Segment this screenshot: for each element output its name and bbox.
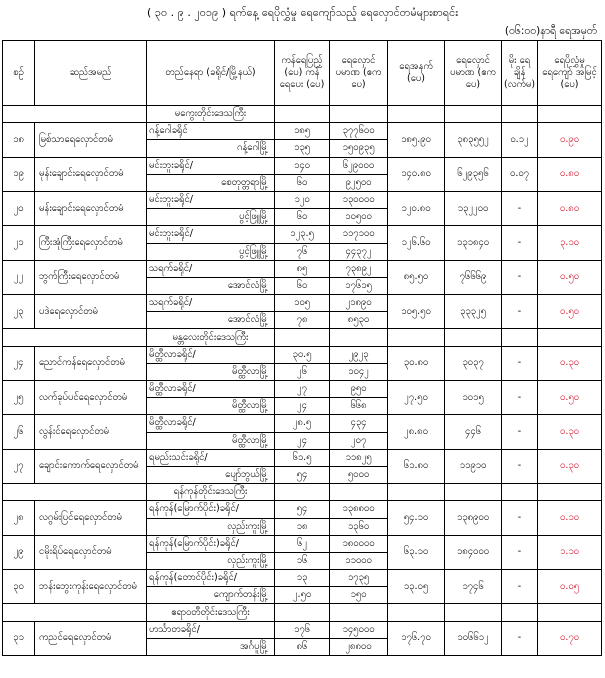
dam-no: ၂၁ [3, 226, 35, 260]
full-level: ၁၂၀ [275, 191, 330, 208]
dam-name: ချောင်းကောက်ရေလှောင်တမံ [35, 449, 147, 483]
dam-no: ၂၅ [3, 381, 35, 415]
supply-level: ၅၄ [275, 466, 330, 483]
dam-district: ရန်ကုန်(တောင်ပိုင်း)ခရိုင်/ [147, 570, 275, 587]
storage-capacity: ၁၈၀၀၀၀ [330, 535, 388, 552]
dam-district: ရန်ကုန်(မြောက်ပိုင်း)ခရိုင်/ [147, 535, 275, 552]
water-level: ၁၀၅.၅၀ [388, 295, 445, 329]
region-label: မကွေးတိုင်းဒေသကြီး [147, 106, 275, 123]
current-storage: ၁၃၈၉၀၀ [445, 501, 502, 535]
dam-name: လက်ခုပ်ပင်ရေလှောင်တမံ [35, 381, 147, 415]
current-storage: ၁၃၂၂၀၀ [445, 191, 502, 225]
dam-township: အောင်လံမြို့ [147, 277, 275, 294]
empty-cell [538, 484, 602, 501]
supply-level: ၂၄ [275, 432, 330, 449]
current-storage: ၁၁၉၁၀ [445, 449, 502, 483]
supply-level: ၁၆ [275, 552, 330, 569]
dam-township: မိတ္ထီလာမြို့ [147, 432, 275, 449]
water-level: ၂၇.၅၀ [388, 381, 445, 415]
dam-district: ဂန့်ဂေါခရိုင် [147, 123, 275, 140]
dam-district: မိတ္ထီလာခရိုင်/ [147, 415, 275, 432]
rainfall: - [502, 260, 538, 294]
dam-name: လွန်းင်ရေလှောင်တမံ [35, 415, 147, 449]
dam-no: ၃၀ [3, 570, 35, 604]
empty-cell [388, 484, 445, 501]
region-label: ဧရာဝတီတိုင်းဒေသကြီး [147, 604, 275, 621]
overflow-height: ၃.၁၀ [538, 226, 602, 260]
empty-cell [3, 329, 147, 346]
dam-name: ကညင်ရေလှောင်တမံ [35, 621, 147, 655]
table-header-row [3, 41, 602, 106]
table-row [3, 621, 602, 638]
dam-district: ရမည်းသင်းခရိုင်/ [147, 449, 275, 466]
supply-storage: ၄၄၃၇၂ [330, 243, 388, 260]
dam-township: စေတုတ္တရာမြို့ [147, 174, 275, 191]
full-level: ၂၇ [275, 381, 330, 398]
supply-storage: ၁၀၅၀၀ [330, 209, 388, 226]
full-level: ၁၀၅ [275, 295, 330, 312]
dam-no: ၂၉ [3, 535, 35, 569]
overflow-height: ၀.၅၀ [538, 381, 602, 415]
dam-no: ၁၉ [3, 157, 35, 191]
col-header-full-cap: ကန်ရေပြည့် (ပေ) ကန်ရေပေး (ပေ) [275, 41, 330, 106]
water-level: ၂၈.၈၀ [388, 415, 445, 449]
current-storage: ၁၇၄၆ [445, 570, 502, 604]
rainfall: ၀.၀၇ [502, 157, 538, 191]
table-row [3, 191, 602, 208]
empty-cell [538, 329, 602, 346]
table-row [3, 346, 602, 363]
full-level: ၅၄ [275, 501, 330, 518]
empty-cell [3, 604, 147, 621]
dam-district: မင်းဘူးခရိုင်/ [147, 157, 275, 174]
table-row [3, 157, 602, 174]
full-level: ၆၁.၅ [275, 449, 330, 466]
overflow-height: ၀.၃၀ [538, 415, 602, 449]
table-row [3, 226, 602, 243]
supply-storage: ၁၃၆၀ [330, 518, 388, 535]
table-row [3, 501, 602, 518]
water-level: ၁၃.၀၅ [388, 570, 445, 604]
empty-cell [275, 484, 330, 501]
empty-cell [330, 329, 388, 346]
supply-level: ၈၆ [275, 638, 330, 655]
current-storage: ၃၀၃၇ [445, 346, 502, 380]
dam-name: ဘွက်ကြီးရေလှောင်တမံ [35, 260, 147, 294]
empty-cell [275, 106, 330, 123]
empty-cell [275, 604, 330, 621]
current-storage: ၁၃၁၈၄၀ [445, 226, 502, 260]
supply-storage: ၉၂၅၀၀ [330, 174, 388, 191]
dam-township: မိတ္ထီလာမြို့ [147, 398, 275, 415]
empty-cell [445, 484, 502, 501]
overflow-height: ၀.၀၅ [538, 570, 602, 604]
table-body [3, 106, 602, 656]
supply-storage: ၁၅၀ [330, 587, 388, 604]
empty-cell [388, 329, 445, 346]
dam-district: မင်းဘူးခရိုင်/ [147, 226, 275, 243]
dam-district: မင်းဘူးခရိုင်/ [147, 191, 275, 208]
region-label: မန္တလေးတိုင်းဒေသကြီး [147, 329, 275, 346]
table-row [3, 570, 602, 587]
dam-township: ကျောက်တန်းမြို့ [147, 587, 275, 604]
empty-cell [502, 329, 538, 346]
water-level: ၆၁.၈၀ [388, 449, 445, 483]
storage-capacity: ၁၇၃၅ [330, 570, 388, 587]
table-row [3, 381, 602, 398]
rainfall: - [502, 226, 538, 260]
storage-capacity: ၉၅၀ [330, 381, 388, 398]
region-group-row [3, 604, 602, 621]
overflow-height: ၀.၈၀ [538, 191, 602, 225]
table-row [3, 123, 602, 140]
empty-cell [538, 604, 602, 621]
dam-no: ၂၂ [3, 260, 35, 294]
table-row [3, 260, 602, 277]
water-level: ၅၄.၁၀ [388, 501, 445, 535]
table-row [3, 449, 602, 466]
empty-cell [502, 484, 538, 501]
col-header-level: ရေအနက် (ပေ) [388, 41, 445, 106]
dam-name: ငမိုးရိပ်ရေလှောင်တမံ [35, 535, 147, 569]
dam-no: ၂၇ [3, 449, 35, 483]
col-header-name: ဆည်အမည် [35, 41, 147, 106]
current-storage: ၁၈၄၀၀၀ [445, 535, 502, 569]
dam-township: အောင်လံမြို့ [147, 312, 275, 329]
empty-cell [330, 604, 388, 621]
storage-capacity: ၄၃၄ [330, 415, 388, 432]
dam-township: ပွင့်ဖြူမြို့ [147, 243, 275, 260]
empty-cell [330, 106, 388, 123]
supply-storage: ၅၀၀၀ [330, 466, 388, 483]
storage-capacity: ၁၃၈၈၀၀ [330, 501, 388, 518]
empty-cell [445, 604, 502, 621]
col-header-over: ရေပိုလွှံမှု ရေကျော် အမြင့် (ပေ) [538, 41, 602, 106]
dam-no: ၂၄ [3, 346, 35, 380]
dam-district: မိတ္ထီလာခရိုင်/ [147, 381, 275, 398]
storage-capacity: ၇၃၈၉၂ [330, 260, 388, 277]
rainfall: - [502, 346, 538, 380]
dam-no: ၁၈ [3, 123, 35, 157]
overflow-height: ၁.၁၀ [538, 535, 602, 569]
col-header-storage-now: ရေလှောင် ပမာဏ (ဧကပေ) [445, 41, 502, 106]
storage-capacity: ၁၁၈၂၅ [330, 449, 388, 466]
rainfall: - [502, 570, 538, 604]
water-level: ၁၂၀.၈၀ [388, 191, 445, 225]
empty-cell [3, 484, 147, 501]
current-storage: ၄၄၆ [445, 415, 502, 449]
storage-capacity: ၁၁၇၁၀၀ [330, 226, 388, 243]
storage-capacity: ၆၂၉၀၀၀ [330, 157, 388, 174]
empty-cell [445, 106, 502, 123]
empty-cell [388, 106, 445, 123]
supply-level: ၇၈ [275, 312, 330, 329]
dam-township: ဂန့်ဂေါမြို့ [147, 140, 275, 157]
supply-level: ၆၀ [275, 277, 330, 294]
region-group-row [3, 329, 602, 346]
dam-no: ၂၆ [3, 415, 35, 449]
col-header-location: တည်နေရာ (ခရိုင်/မြို့နယ်) [147, 41, 275, 106]
dam-district: ဟင်္သာတခရိုင်/ [147, 621, 275, 638]
water-level: ၁၇၆.၇၀ [388, 621, 445, 655]
storage-capacity: ၁၄၅၀၀၀ [330, 621, 388, 638]
supply-level: ၂၆ [275, 363, 330, 380]
col-header-no: စဉ် [3, 41, 35, 106]
empty-cell [445, 329, 502, 346]
empty-cell [330, 484, 388, 501]
overflow-height: ၀.၈၀ [538, 157, 602, 191]
storage-capacity: ၁၃၀၀၀၀ [330, 191, 388, 208]
rainfall: ၀.၁၂ [502, 123, 538, 157]
rainfall: - [502, 381, 538, 415]
dam-district: ရန်ကုန်(မြောက်ပိုင်း)ခရိုင်/ [147, 501, 275, 518]
water-level: ၁၄၀.၈၀ [388, 157, 445, 191]
water-level: ၈၅.၅၀ [388, 260, 445, 294]
region-group-row [3, 106, 602, 123]
page-subtitle: (၀၆:၀၀)နာရီ ရေအမှတ် [504, 25, 597, 37]
full-level: ၂၈.၅ [275, 415, 330, 432]
empty-cell [538, 106, 602, 123]
full-level: ၁၈၅ [275, 123, 330, 140]
supply-level: ၆၀ [275, 174, 330, 191]
dam-name: မုန်းချောင်းရေလှောင်တမံ [35, 157, 147, 191]
overflow-height: ၀.၃၀ [538, 449, 602, 483]
empty-cell [502, 604, 538, 621]
supply-storage: ၆၆၈ [330, 398, 388, 415]
full-level: ၁၄၀ [275, 157, 330, 174]
rainfall: - [502, 295, 538, 329]
dam-no: ၂၀ [3, 191, 35, 225]
supply-level: ၂.၅၀ [275, 587, 330, 604]
water-level: ၁၂၆.၆၀ [388, 226, 445, 260]
current-storage: ၁၀၆၆၁၂ [445, 621, 502, 655]
dam-name: လဂွမ်းပြင်ရေလှောင်တမံ [35, 501, 147, 535]
supply-storage: ၁၀၄၂ [330, 363, 388, 380]
storage-capacity: ၂၉၂၃ [330, 346, 388, 363]
rainfall: - [502, 191, 538, 225]
col-header-storage-cap: ရေလှောင် ပမာဏ (ဧကပေ) [330, 41, 388, 106]
dam-name: ဘန်းဘွေးကုန်းရေလှောင်တမံ [35, 570, 147, 604]
empty-cell [3, 106, 147, 123]
water-level: ၃၀.၈၀ [388, 346, 445, 380]
water-level: ၁၈၅.၉၀ [388, 123, 445, 157]
dam-district: သရက်ခရိုင်/ [147, 295, 275, 312]
dam-township: အင်္ဂပူမြို့ [147, 638, 275, 655]
supply-storage: ၁၇၆၁၅ [330, 277, 388, 294]
dam-no: ၂၃ [3, 295, 35, 329]
col-header-rain: မိုး ရေ ချိန် (လက်မ) [502, 41, 538, 106]
dam-name: ကြီးအုံကြီးရေလှောင်တမံ [35, 226, 147, 260]
full-level: ၃၀.၅ [275, 346, 330, 363]
overflow-height: ၀.၅၀ [538, 295, 602, 329]
current-storage: ၃၈၃၅၅၂ [445, 123, 502, 157]
rainfall: - [502, 501, 538, 535]
dam-township: ပျော်ဘွယ်မြို့ [147, 466, 275, 483]
storage-capacity: ၃၇၇၆၀၀ [330, 123, 388, 140]
dam-township: ပွင့်ဖြူမြို့ [147, 209, 275, 226]
dam-township: မိတ္ထီလာမြို့ [147, 363, 275, 380]
dam-township: လှည်းကူးမြို့ [147, 552, 275, 569]
table-row [3, 295, 602, 312]
supply-level: ၁၈ [275, 518, 330, 535]
overflow-height: ၀.၁၀ [538, 501, 602, 535]
supply-level: ၁၃၅ [275, 140, 330, 157]
supply-storage: ၁၅၀၉၃၅ [330, 140, 388, 157]
dam-no: ၂၈ [3, 501, 35, 535]
supply-storage: ၂၈၈၀၀ [330, 638, 388, 655]
dam-district: မိတ္ထီလာခရိုင်/ [147, 346, 275, 363]
water-level: ၆၃.၁၀ [388, 535, 445, 569]
current-storage: ၇၆၆၆၉ [445, 260, 502, 294]
dam-table [2, 40, 602, 656]
supply-storage: ၁၁၀၀၀ [330, 552, 388, 569]
dam-no: ၃၁ [3, 621, 35, 655]
dam-name: ညောင်ကန်ရေလှောင်တမံ [35, 346, 147, 380]
overflow-height: ၀.၉၀ [538, 123, 602, 157]
region-label: ရန်ကုန်တိုင်းဒေသကြီး [147, 484, 275, 501]
overflow-height: ၀.၃၀ [538, 346, 602, 380]
current-storage: ၆၂၉၃၅၆ [445, 157, 502, 191]
dam-name: မြစ်သာရေလှောင်တမံ [35, 123, 147, 157]
storage-capacity: ၂၁၈၉၀ [330, 295, 388, 312]
supply-level: ၆၀ [275, 209, 330, 226]
dam-name: မန်းချောင်းရေလှောင်တမံ [35, 191, 147, 225]
overflow-height: ၀.၇၀ [538, 621, 602, 655]
full-level: ၁၃ [275, 570, 330, 587]
full-level: ၆၂ [275, 535, 330, 552]
dam-district: သရက်ခရိုင်/ [147, 260, 275, 277]
dam-township: လှည်းကူးမြို့ [147, 518, 275, 535]
table-row [3, 535, 602, 552]
rainfall: - [502, 621, 538, 655]
supply-storage: ၂၀၇ [330, 432, 388, 449]
current-storage: ၁၀၁၅ [445, 381, 502, 415]
supply-level: ၇၆ [275, 243, 330, 260]
rainfall: - [502, 449, 538, 483]
current-storage: ၃၃၃၂၅ [445, 295, 502, 329]
full-level: ၁၇၆ [275, 621, 330, 638]
table-row [3, 415, 602, 432]
full-level: ၁၂၃.၅ [275, 226, 330, 243]
rainfall: - [502, 415, 538, 449]
full-level: ၈၅ [275, 260, 330, 277]
dam-name: ပဒဲရေလှောင်တမံ [35, 295, 147, 329]
empty-cell [502, 106, 538, 123]
supply-level: ၂၄ [275, 398, 330, 415]
empty-cell [388, 604, 445, 621]
page-title: ( ၃၀ . ၉ . ၂၀၁၉ ) ရက်နေ့ ရေပိုလွှံမှု ရေကျော်သည့် ရေလှောင်တမံများစာရင်း [147, 6, 458, 19]
supply-storage: ၈၅၃၀ [330, 312, 388, 329]
overflow-height: ၀.၅၀ [538, 260, 602, 294]
empty-cell [275, 329, 330, 346]
rainfall: - [502, 535, 538, 569]
region-group-row [3, 484, 602, 501]
